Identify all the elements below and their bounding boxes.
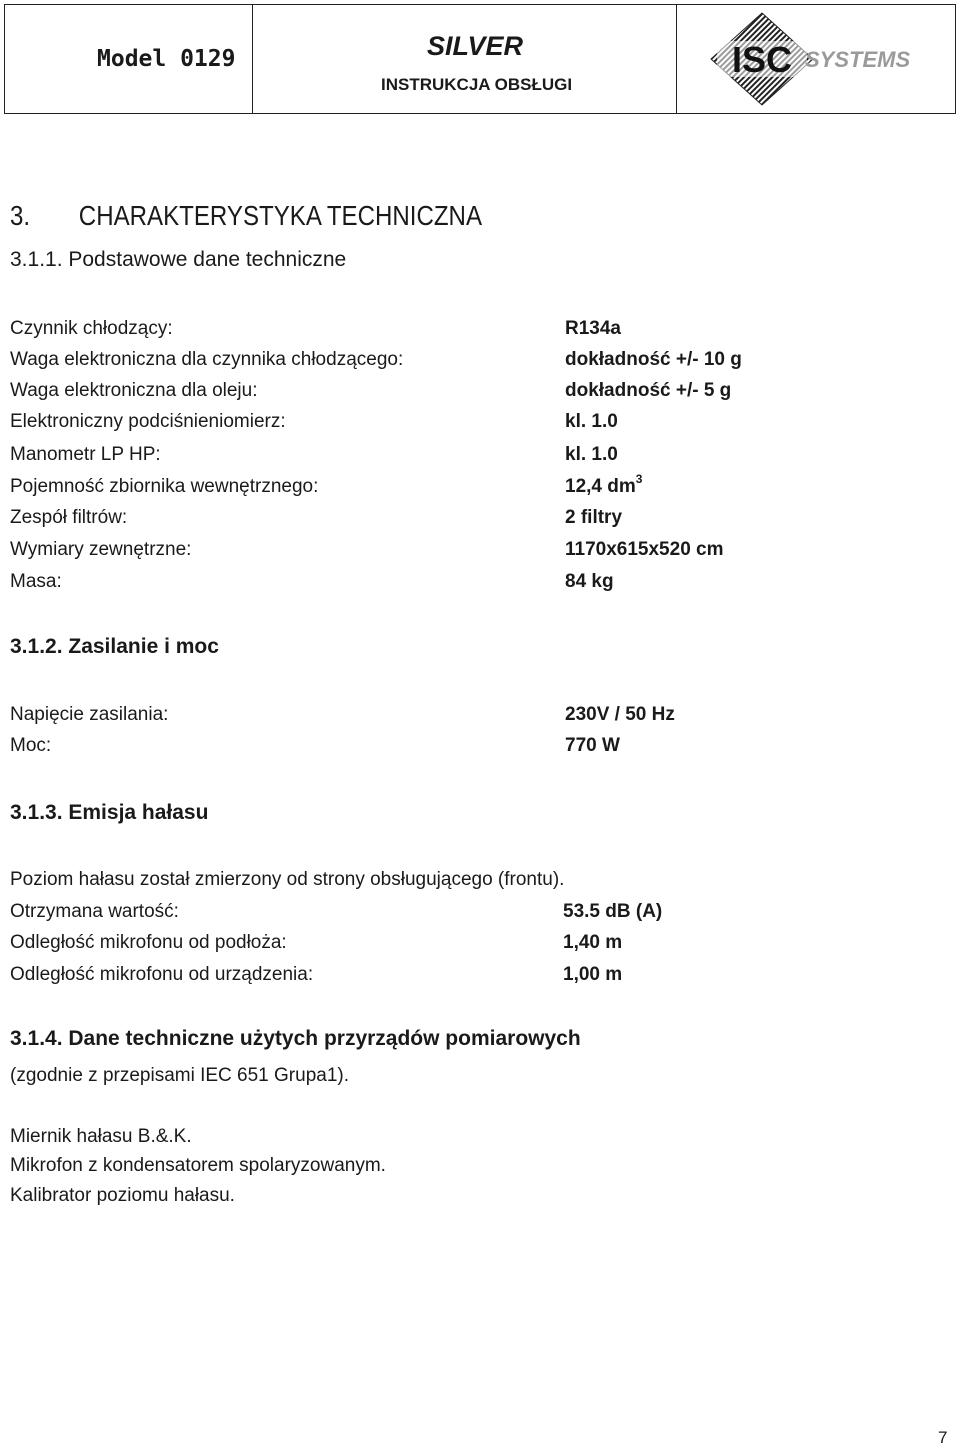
- spec-value: 770 W: [565, 735, 620, 756]
- spec-value: 1170x615x520 cm: [565, 539, 724, 560]
- spec-value: dokładność +/- 5 g: [565, 380, 732, 401]
- spec-value: 1,00 m: [563, 964, 623, 985]
- spec-value: 84 kg: [565, 571, 614, 592]
- section-title-3-1-2: 3.1.2. Zasilanie i moc: [10, 635, 219, 658]
- spec-value: R134a: [565, 318, 621, 339]
- spec-label: Pojemność zbiornika wewnętrznego:: [10, 476, 319, 497]
- spec-label: Waga elektroniczna dla czynnika chłodzącego:: [10, 349, 404, 370]
- chapter-heading: [10, 200, 482, 232]
- section-title-3-1-3: 3.1.3. Emisja hałasu: [10, 801, 209, 824]
- header-logo-cell: [677, 5, 955, 113]
- spec-value: kl. 1.0: [565, 444, 618, 465]
- header-model-cell: [5, 5, 253, 113]
- spec-label: Wymiary zewnętrzne:: [10, 539, 192, 560]
- spec-label: Otrzymana wartość:: [10, 901, 179, 922]
- unit-superscript: 3: [635, 472, 643, 486]
- spec-value: kl. 1.0: [565, 411, 618, 432]
- page-number: 7: [938, 1428, 948, 1447]
- noise-intro: Poziom hałasu został zmierzony od strony obsługującego (frontu).: [10, 869, 565, 890]
- chapter-title: CHARAKTERYSTYKA TECHNICZNA: [78, 200, 483, 231]
- spec-label: Waga elektroniczna dla oleju:: [10, 380, 258, 401]
- section-title-3-1-1: 3.1.1. Podstawowe dane techniczne: [10, 248, 347, 271]
- spec-label: Elektroniczny podciśnieniomierz:: [10, 411, 286, 432]
- instrument-item: Kalibrator poziomu hałasu.: [10, 1185, 235, 1206]
- spec-value: dokładność +/- 10 g: [565, 349, 742, 370]
- spec-label: Odległość mikrofonu od urządzenia:: [10, 964, 314, 985]
- model-label: Model 0129: [97, 46, 236, 72]
- spec-label: Napięcie zasilania:: [10, 704, 169, 725]
- spec-label: Moc:: [10, 735, 52, 756]
- spec-value: 2 filtry: [565, 507, 623, 528]
- spec-value: 1,40 m: [563, 932, 623, 953]
- spec-value-with-unit: [565, 472, 643, 498]
- instrument-item: Miernik hałasu B.&.K.: [10, 1126, 192, 1147]
- chapter-number: 3.: [10, 200, 31, 231]
- page-header: [4, 4, 956, 114]
- manual-subtitle: INSTRUKCJA OBSŁUGI: [381, 75, 573, 94]
- isc-logo-icon: [707, 11, 817, 107]
- instrument-item: Mikrofon z kondensatorem spolaryzowanym.: [10, 1155, 386, 1176]
- spec-value: 230V / 50 Hz: [565, 704, 675, 725]
- spec-label: Odległość mikrofonu od podłoża:: [10, 932, 287, 953]
- spec-label: Masa:: [10, 571, 62, 592]
- spec-label: Manometr LP HP:: [10, 444, 161, 465]
- product-name: SILVER: [427, 31, 524, 61]
- spec-label: Czynnik chłodzący:: [10, 318, 173, 339]
- spec-value: 12,4 dm: [565, 476, 636, 497]
- company-name: SYSTEMS: [805, 47, 911, 72]
- logo-lettering: ISC: [731, 39, 793, 80]
- standard-note: (zgodnie z przepisami IEC 651 Grupa1).: [10, 1065, 349, 1086]
- section-title-3-1-4: 3.1.4. Dane techniczne użytych przyrządów pomiarowych: [10, 1027, 581, 1050]
- spec-label: Zespół filtrów:: [10, 507, 128, 528]
- spec-value: 53.5 dB (A): [563, 901, 663, 922]
- header-title-cell: [253, 5, 677, 113]
